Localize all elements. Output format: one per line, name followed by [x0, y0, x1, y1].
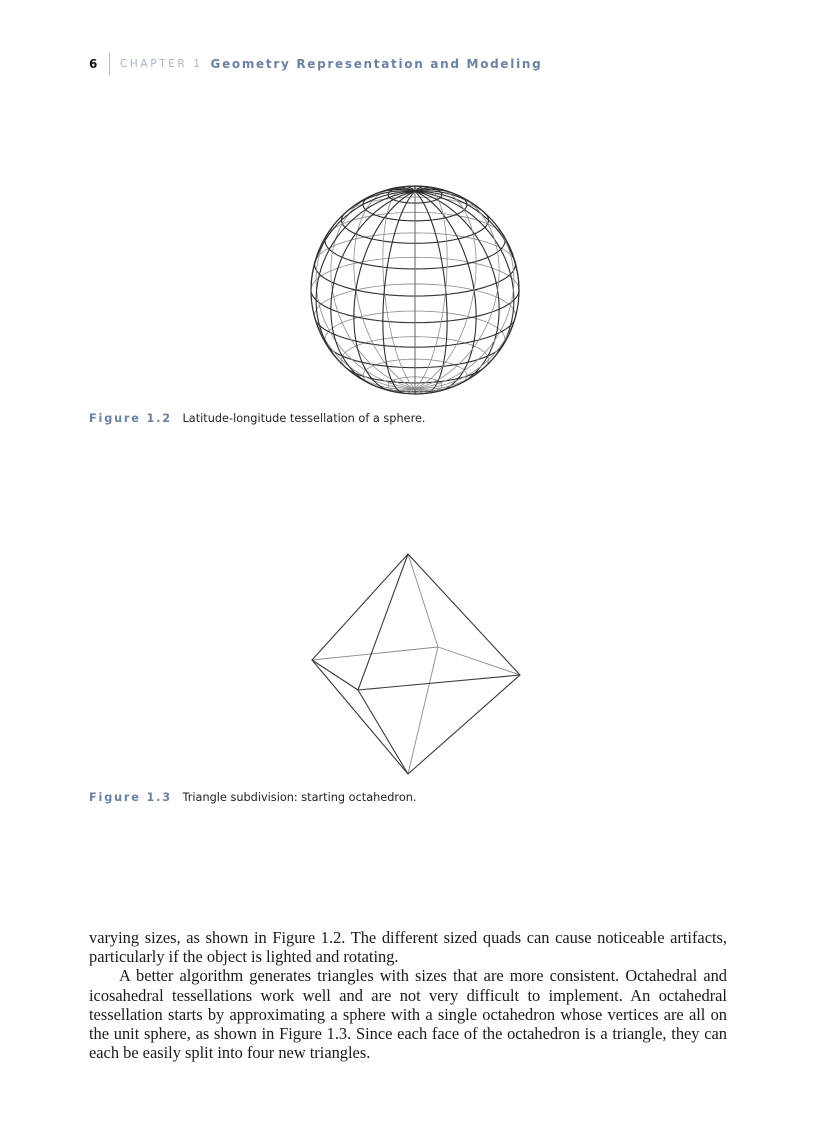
octahedron-figure [305, 548, 525, 778]
chapter-label: CHAPTER 1 [120, 58, 203, 70]
octahedron-back-edges [312, 554, 520, 774]
figure-caption-text: Triangle subdivision: starting octahedron. [182, 791, 417, 804]
body-text [89, 928, 727, 1062]
figure-1-2-caption [89, 412, 426, 425]
octahedron-wireframe-icon [305, 548, 525, 778]
figure-1-3-caption [89, 791, 417, 804]
running-head [89, 53, 542, 75]
paragraph: A better algorithm generates triangles with sizes that are more consistent. Octahedral and icosahedral tessellations work well and are not very difficult to implement. An octahedral tessellation starts by approximating a sphere with a single octahedron whose vertices are all on the unit sphere, as shown in Figure 1.3. Since each face of the octahedron is a triangle, they can each be easily split into four new triangles. [89, 966, 727, 1063]
page-number: 6 [89, 57, 98, 71]
figure-label: Figure 1.2 [89, 412, 172, 425]
header-divider [109, 53, 110, 75]
sphere-figure [305, 180, 525, 400]
chapter-title: Geometry Representation and Modeling [210, 57, 543, 71]
sphere-wireframe-icon [305, 180, 525, 400]
paragraph: varying sizes, as shown in Figure 1.2. The different sized quads can cause noticeable artifacts, particularly if the object is lighted and rotating. [89, 928, 727, 967]
figure-label: Figure 1.3 [89, 791, 172, 804]
figure-caption-text: Latitude-longitude tessellation of a sphere. [182, 412, 426, 425]
